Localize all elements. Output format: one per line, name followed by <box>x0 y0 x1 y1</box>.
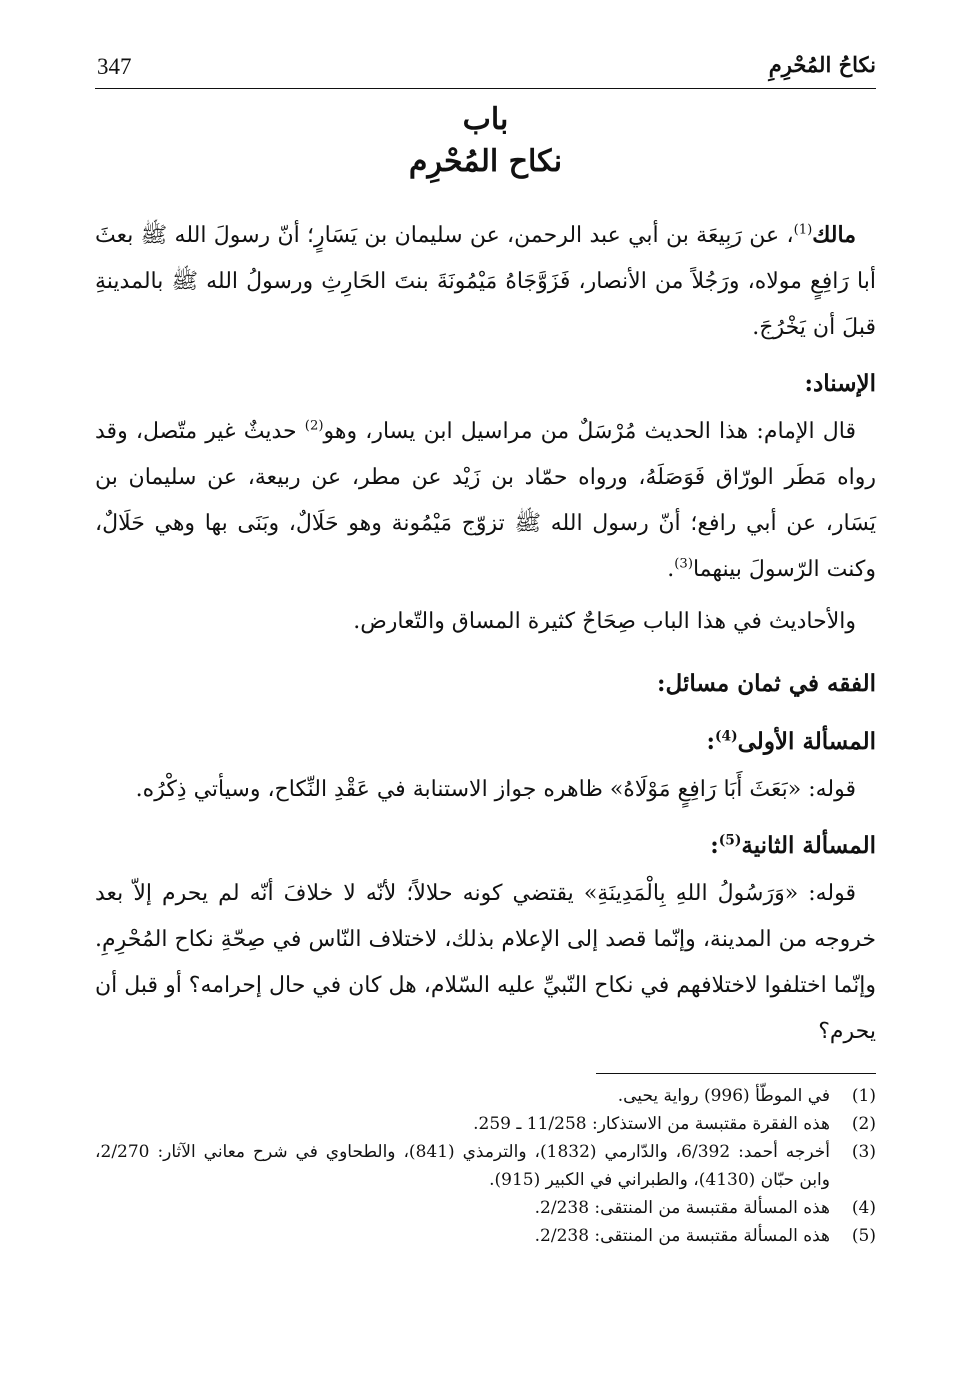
footnote-ref-3: (3) <box>674 556 693 572</box>
footnote-number: (1) <box>851 1086 876 1106</box>
issue-2-title: المسألة الثانية <box>741 832 876 859</box>
page-body <box>95 100 876 1250</box>
issue-2-colon: : <box>710 832 719 859</box>
footnote-ref-5: (5) <box>718 832 742 849</box>
issue-1-title: المسألة الأولى <box>737 728 876 755</box>
issue-1-colon: : <box>706 728 715 755</box>
page-number: 347 <box>97 54 132 79</box>
footnote-text: هذه الفقرة مقتبسة من الاستذكار: 11/258 ـ 259. <box>473 1114 830 1134</box>
footnote-number: (4) <box>851 1198 876 1218</box>
issue-1-text: قوله: «بَعَثَ أَبَا رَافِعٍ مَوْلَاهُ» ظاهره جواز الاستنابة في عَقْدِ النِّكاح، وسيأتي ذِكْرُه. <box>135 777 856 802</box>
footnote-text: في الموطّأ (996) رواية يحيى. <box>617 1086 830 1106</box>
footnote-ref-1: (1) <box>793 222 813 238</box>
chapter-label: باب <box>462 102 509 137</box>
footnote-separator <box>596 1073 876 1074</box>
footnote <box>95 1138 876 1194</box>
hadith-narrator: مالك <box>812 222 856 248</box>
page-header <box>95 48 876 89</box>
isnad-heading: الإسناد: <box>804 370 876 397</box>
issue-2-text: قوله: «وَرَسُولُ اللهِ بِالْمَدِينَةِ» يقتضي كونه حلالاً؛ لأنّه لا خلافَ أنّه لم يحرم إلاّ بعد خروجه من المدينة، وإنّما قصد إلى الإعلام بذلك، لاختلاف النّاس في صِحّةِ نكاح المُحْرِمِ. وإنّما اختلفوا لاختلافهم في نكاح النّبيِّ عليه السّلام، هل كان في حال إحرامه؟ أو قبل أن يحرم؟ <box>95 881 876 1044</box>
isnad-text-middle: حديثٌ غير متّصل، وقد رواه مَطَر الورّاق فَوَصَلَهُ، ورواه حمّاد بن زَيْد عن مطر، عن ربيعة، عن سليمان بن يَسَار، عن أبي رافع؛ أنّ رسول الله ﷺ تزوّج مَيْمُونة وهو حَلَالٌ، وبَنَى بها وهي حَلَالٌ، وكنت الرّسولَ بينهما <box>95 419 876 582</box>
footnote-text: هذه المسألة مقتبسة من المنتقى: 2/238. <box>534 1226 830 1246</box>
footnote-number: (5) <box>851 1226 876 1246</box>
issue-2-heading <box>95 821 876 871</box>
footnote <box>95 1194 876 1222</box>
footnote <box>95 1110 876 1138</box>
chapter-title: نكاح المُحْرِم <box>408 144 563 179</box>
hadith-paragraph <box>95 212 876 351</box>
footnote-text: هذه المسألة مقتبسة من المنتقى: 2/238. <box>534 1198 830 1218</box>
footnote <box>95 1082 876 1110</box>
footnote-ref-4: (4) <box>714 728 738 745</box>
isnad-paragraph-2: والأحاديث في هذا الباب صِحَاحٌ كثيرة المساق والتّعارض. <box>353 609 856 634</box>
fiqh-heading: الفقه في ثمان مسائل: <box>657 670 876 697</box>
footnote-number: (2) <box>851 1114 876 1134</box>
hadith-text: ، عن رَبِيعَة بن أبي عبد الرحمن، عن سليمان بن يَسَارٍ؛ أنّ رسولَ الله ﷺ بعثَ أبا رَافِعٍ مولاه، ورَجُلاً من الأنصار، فَزَوَّجَاهُ مَيْمُونَةَ بنتَ الحَارِثِ ورسولُ الله ﷺ بالمدينةِ قبلَ أن يَخْرُجَ. <box>95 223 876 340</box>
footnote-text: أخرجه أحمد: 6/392، والدّارمي (1832)، والترمذي (841)، والطحاوي في شرح معاني الآثار: 2/270، وابن حبّان (4130)، والطبراني في الكبير (915). <box>95 1142 830 1190</box>
footnote-number: (3) <box>851 1142 876 1162</box>
footnote-ref-2: (2) <box>304 418 324 434</box>
footnotes <box>95 1082 876 1250</box>
isnad-text-start: قال الإمام: هذا الحديث مُرْسَلٌ من مراسيل ابن يسار، وهو <box>323 419 856 444</box>
isnad-text-end: . <box>667 557 675 582</box>
issue-1-heading <box>95 717 876 767</box>
running-title: نكاحُ المُحْرِمِ <box>768 52 876 77</box>
footnote <box>95 1222 876 1250</box>
isnad-paragraph <box>95 409 876 593</box>
